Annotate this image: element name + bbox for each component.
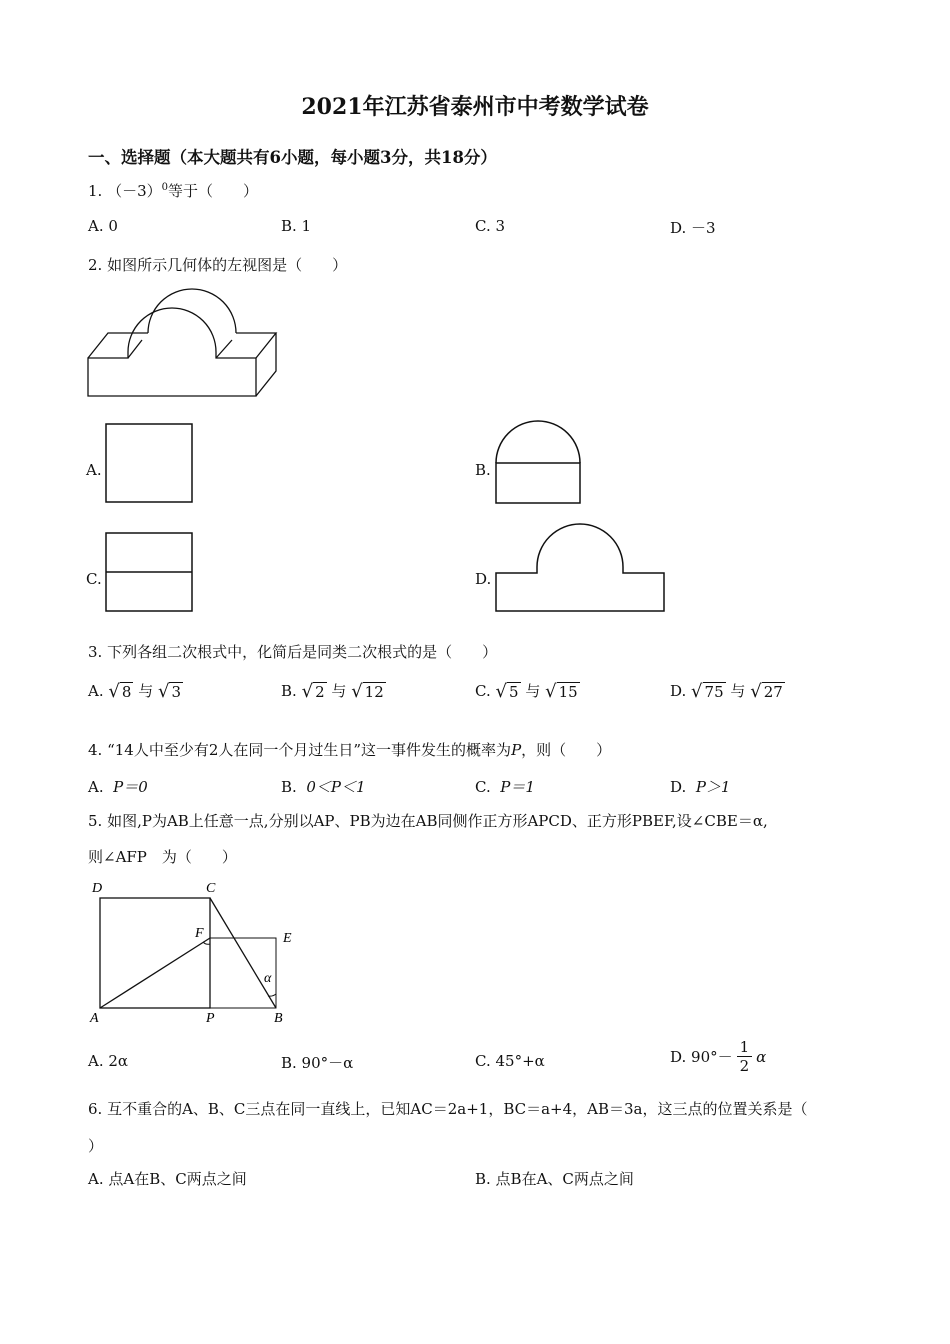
sqrt-8: √ 8 <box>108 681 132 702</box>
fraction-one-half: $\frac{1}{2}$ <box>737 1038 753 1075</box>
q4-option-d: D. P＞1 <box>670 778 731 796</box>
q4-option-c: C. P＝1 <box>475 778 535 796</box>
q5-geometry-figure <box>86 876 316 1028</box>
sqrt-27: √ 27 <box>750 681 783 702</box>
question-6-line-2: ） <box>88 1137 104 1155</box>
q1-option-a: A. 0 <box>88 217 118 235</box>
q3-option-b: B. √ 2 与 √ 12 <box>281 681 384 702</box>
sqrt-2: √ 2 <box>301 681 325 702</box>
question-2-stem: 2. 如图所示几何体的左视图是（ ） <box>88 256 348 274</box>
q1-number: 1. <box>88 182 103 200</box>
label-b: B <box>274 1011 283 1026</box>
q3-option-d: D. √ 75 与 √ 27 <box>670 681 783 702</box>
q2-option-a-figure <box>104 422 196 506</box>
q5-option-c: C. 45°+α <box>475 1052 545 1070</box>
q3-option-c: C. √ 5 与 √ 15 <box>475 681 578 702</box>
q3-option-a: A. √ 8 与 √ 3 <box>88 681 182 702</box>
sqrt-15: √ 15 <box>545 681 578 702</box>
question-5-line-1: 5. 如图,P为AB上任意一点,分别以AP、PB为边在AB同侧作正方形APCD、正方形PBEF,设∠CBE＝α, <box>88 812 768 830</box>
q2-solid-figure <box>80 278 290 403</box>
q1-option-c: C. 3 <box>475 217 506 235</box>
sqrt-12: √ 12 <box>351 681 384 702</box>
label-c: C <box>206 881 216 896</box>
question-5-line-2: 则∠AFP 为（ ） <box>88 848 237 866</box>
label-e: E <box>283 931 292 946</box>
q5-option-d: D. 90°－ $\frac{1}{2}$ α <box>670 1038 767 1075</box>
q2-option-d-label: D. <box>475 570 492 588</box>
q2-option-b-figure <box>493 418 585 508</box>
q1-option-d: D. －3 <box>670 219 716 237</box>
label-a: A <box>90 1011 99 1026</box>
q2-option-c-figure <box>104 531 196 615</box>
label-alpha: α <box>264 971 272 986</box>
label-p: P <box>206 1011 215 1026</box>
q2-option-d-figure <box>493 527 668 617</box>
q2-option-c-label: C. <box>86 570 102 588</box>
page-title: 2021年江苏省泰州市中考数学试卷 <box>301 94 649 120</box>
q5-option-a: A. 2α <box>88 1052 129 1070</box>
q5-option-b: B. 90°－α <box>281 1054 354 1072</box>
q1-exponent: 0 <box>161 182 169 193</box>
q4-option-b: B. 0＜P＜1 <box>281 778 366 796</box>
sqrt-5: √ 5 <box>495 681 519 702</box>
question-1-stem <box>88 180 258 201</box>
sqrt-75: √ 75 <box>691 681 724 702</box>
question-3-stem: 3. 下列各组二次根式中，化简后是同类二次根式的是（ ） <box>88 643 498 661</box>
sqrt-3: √ 3 <box>158 681 182 702</box>
q2-option-b-label: B. <box>475 461 491 479</box>
q1-option-b: B. 1 <box>281 217 312 235</box>
q4-option-a: A. P＝0 <box>88 778 148 796</box>
label-f: F <box>195 926 204 941</box>
q6-option-b: B. 点B在A、C两点之间 <box>475 1170 634 1188</box>
question-6-line-1: 6. 互不重合的A、B、C三点在同一直线上，已知AC＝2a+1，BC＝a+4，AB＝3a，这三点的位置关系是（ <box>88 1100 808 1118</box>
q1-base: （－3） <box>107 182 162 200</box>
label-d: D <box>92 881 103 896</box>
section-heading: 一、选择题（本大题共有6小题，每小题3分，共18分） <box>88 148 497 167</box>
q2-option-a-label: A. <box>86 461 102 479</box>
q6-option-a: A. 点A在B、C两点之间 <box>88 1170 247 1188</box>
q1-tail: 等于（ ） <box>168 182 259 200</box>
question-4-stem: 4. “14人中至少有2人在同一个月过生日”这一事件发生的概率为P，则（ ） <box>88 741 612 759</box>
